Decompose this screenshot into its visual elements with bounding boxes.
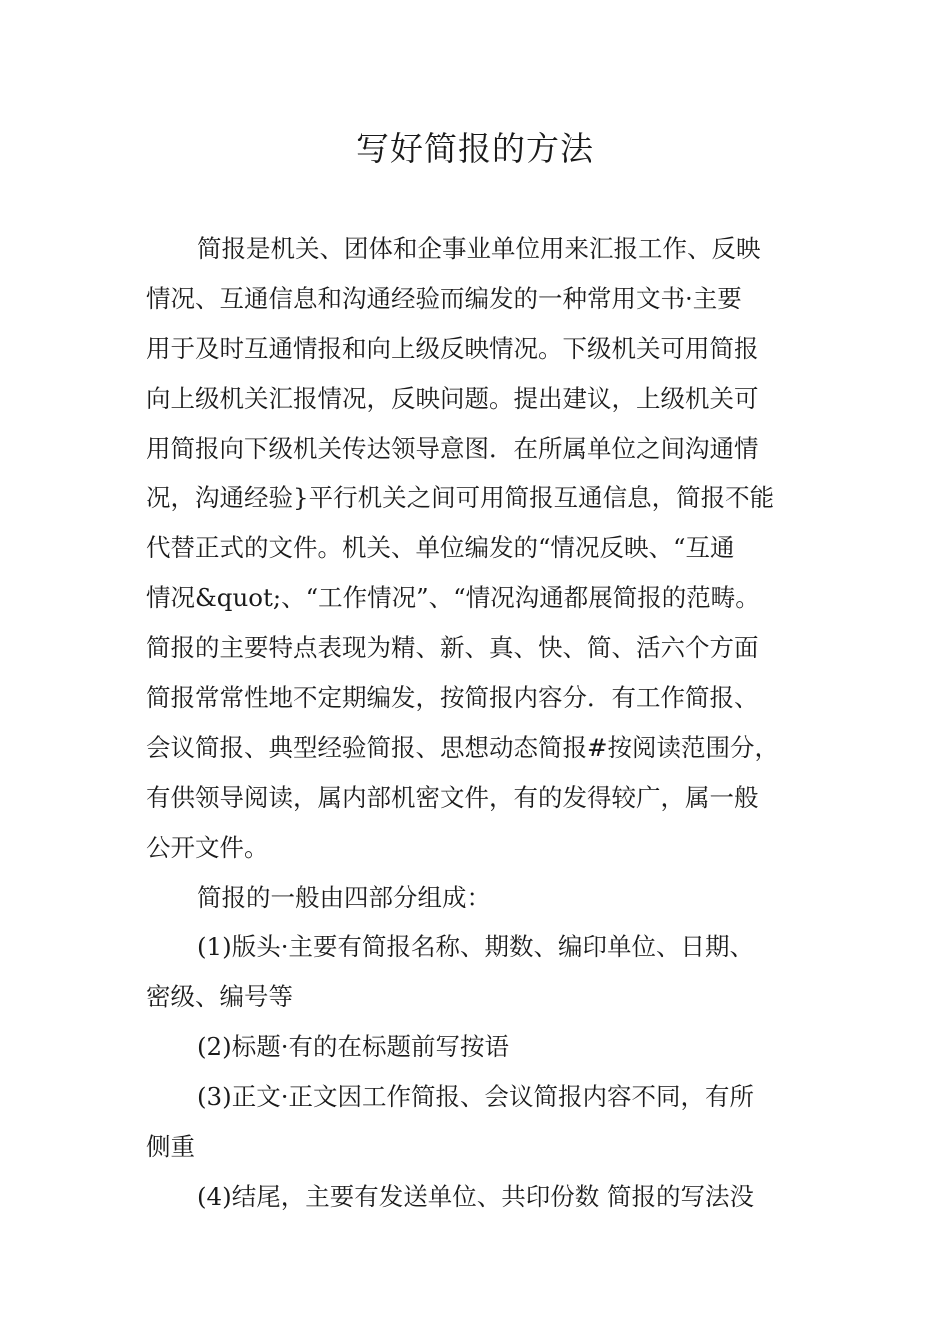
- text-line: 有供领导阅读，属内部机密文件，有的发得较广，属一般: [146, 782, 759, 812]
- text-line: 简报的主要特点表现为精、新、真、快、简、活六个方面: [146, 633, 759, 663]
- text-line: 情况、互通信息和沟通经验而编发的一种常用文书·主要: [146, 283, 742, 313]
- text-line: 密级、编号等: [146, 982, 293, 1012]
- text-line: 用简报向下级机关传达领导意图．在所属单位之间沟通情: [146, 433, 759, 463]
- document-title: 写好简报的方法: [356, 129, 594, 168]
- text-line: 简报的一般由四部分组成：: [197, 882, 491, 912]
- text-line: (1)版头·主要有简报名称、期数、编印单位、日期、: [197, 932, 754, 962]
- text-line: 公开文件。: [146, 832, 269, 862]
- text-line: 侧重: [146, 1132, 195, 1162]
- text-line: (3)正文·正文因工作简报、会议简报内容不同，有所: [197, 1082, 754, 1112]
- document-body: [146, 224, 816, 1222]
- text-line: 会议简报、典型经验简报、思想动态简报#按阅读范围分，: [146, 732, 780, 762]
- text-line: 用于及时互通情报和向上级反映情况。下级机关可用简报: [146, 333, 759, 363]
- text-line: 况，沟通经验}平行机关之间可用简报互通信息，简报不能: [146, 483, 775, 513]
- text-line: (4)结尾，主要有发送单位、共印份数 简报的写法没: [197, 1181, 754, 1211]
- text-line: 简报常常性地不定期编发，按简报内容分．有工作简报、: [146, 683, 759, 713]
- text-line: 代替正式的文件。机关、单位编发的“情况反映、“互通: [146, 533, 735, 563]
- text-line: 向上级机关汇报情况，反映问题。提出建议，上级机关可: [146, 383, 759, 413]
- text-line: 情况&quot;、“工作情况”、“情况沟通都展简报的范畴。: [146, 583, 760, 613]
- text-line: (2)标题·有的在标题前写按语: [197, 1032, 509, 1062]
- text-line: 简报是机关、团体和企事业单位用来汇报工作、反映: [197, 234, 761, 263]
